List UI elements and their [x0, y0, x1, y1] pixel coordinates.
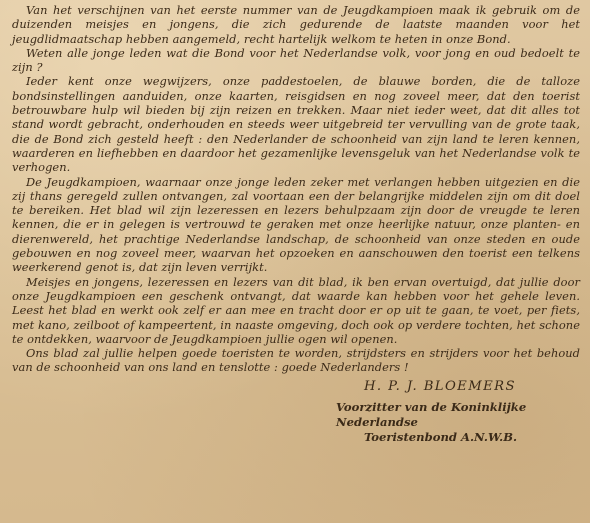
signature-title-line2: Toeristenbond A.N.W.B. [364, 429, 518, 444]
paragraph-bond-work: Ieder kent onze wegwijzers, onze paddestoelen, de blauwe borden, die de talloze bondsinstellingen aanduiden, onze kaarten, reisgidsen en nog zoveel meer, dat den toerist betrouwbare hulp wil bieden bij zijn reizen en trekken. Maar niet ieder weet, dat dit alles tot stand wordt gebracht, onderhouden en steeds weer uitgebreid ter vervulling van de grote taak, die de Bond zich gesteld heeft : den Nederlander de schoonheid van zijn land te leren kennen, waarderen en liefhebben en daardoor het gezamenlijke levensgeluk van het Nederlandse volk te verhogen. [12, 74, 580, 175]
paragraph-question: Weten alle jonge leden wat die Bond voor het Nederlandse volk, voor jong en oud bedoelt te zijn ? [12, 45, 580, 75]
paragraph-closing: Ons blad zal jullie helpen goede toeristen te worden, strijdsters en strijders voor het behoud van de schoonheid van ons land en tenslotte : goede Nederlanders ! [12, 346, 580, 375]
signature-title-line1: Voorzitter van de Koninklijke Nederlandse [336, 399, 527, 429]
signature-name: H. P. J. BLOEMERS [364, 378, 516, 394]
paragraph-appeal: Meisjes en jongens, lezeressen en lezers van dit blad, ik ben ervan overtuigd, dat jullie door onze Jeugdkampioen een geschenk ontvangt, dat waarde kan hebben voor het gehele leven. Leest het blad en werkt ook zelf er aan mee en tracht door er op uit te gaan, te voet, per fiets, met kano, zeilboot of kampeertent, in naaste omgeving, doch ook op verdere tochten, het schone te ontdekken, waarvoor de Jeugdkampioen jullie ogen wil openen. [12, 274, 580, 346]
paragraph-welcome: Van het verschijnen van het eerste nummer van de Jeugdkampioen maak ik gebruik om de duizenden meisjes en jongens, die zich gedurende de laatste maanden voor het jeugdlidmaatschap hebben aangemeld, recht hartelijk welkom te heten in onze Bond. [12, 3, 580, 46]
letter-body [12, 3, 580, 375]
paragraph-jeugdkampioen: De Jeugdkampioen, waarnaar onze jonge leden zeker met verlangen hebben uitgezien en die zij thans geregeld zullen ontvangen, zal voortaan een der belangrijke middelen zijn om dit doel te bereiken. Het blad wil zijn lezeressen en lezers behulpzaam zijn door de vreugde te leren kennen, die er in gelegen is vertrouwd te geraken met onze heerlijke natuur, onze planten- en dierenwereld, het prachtige Nederlandse landschap, de schoonheid van onze steden en oude gebouwen en nog zoveel meer, waarvan het opzoeken en aanschouwen den toerist een telkens weerkerend genot is, dat zijn leven verrijkt. [12, 174, 580, 275]
signature-block [12, 377, 580, 445]
